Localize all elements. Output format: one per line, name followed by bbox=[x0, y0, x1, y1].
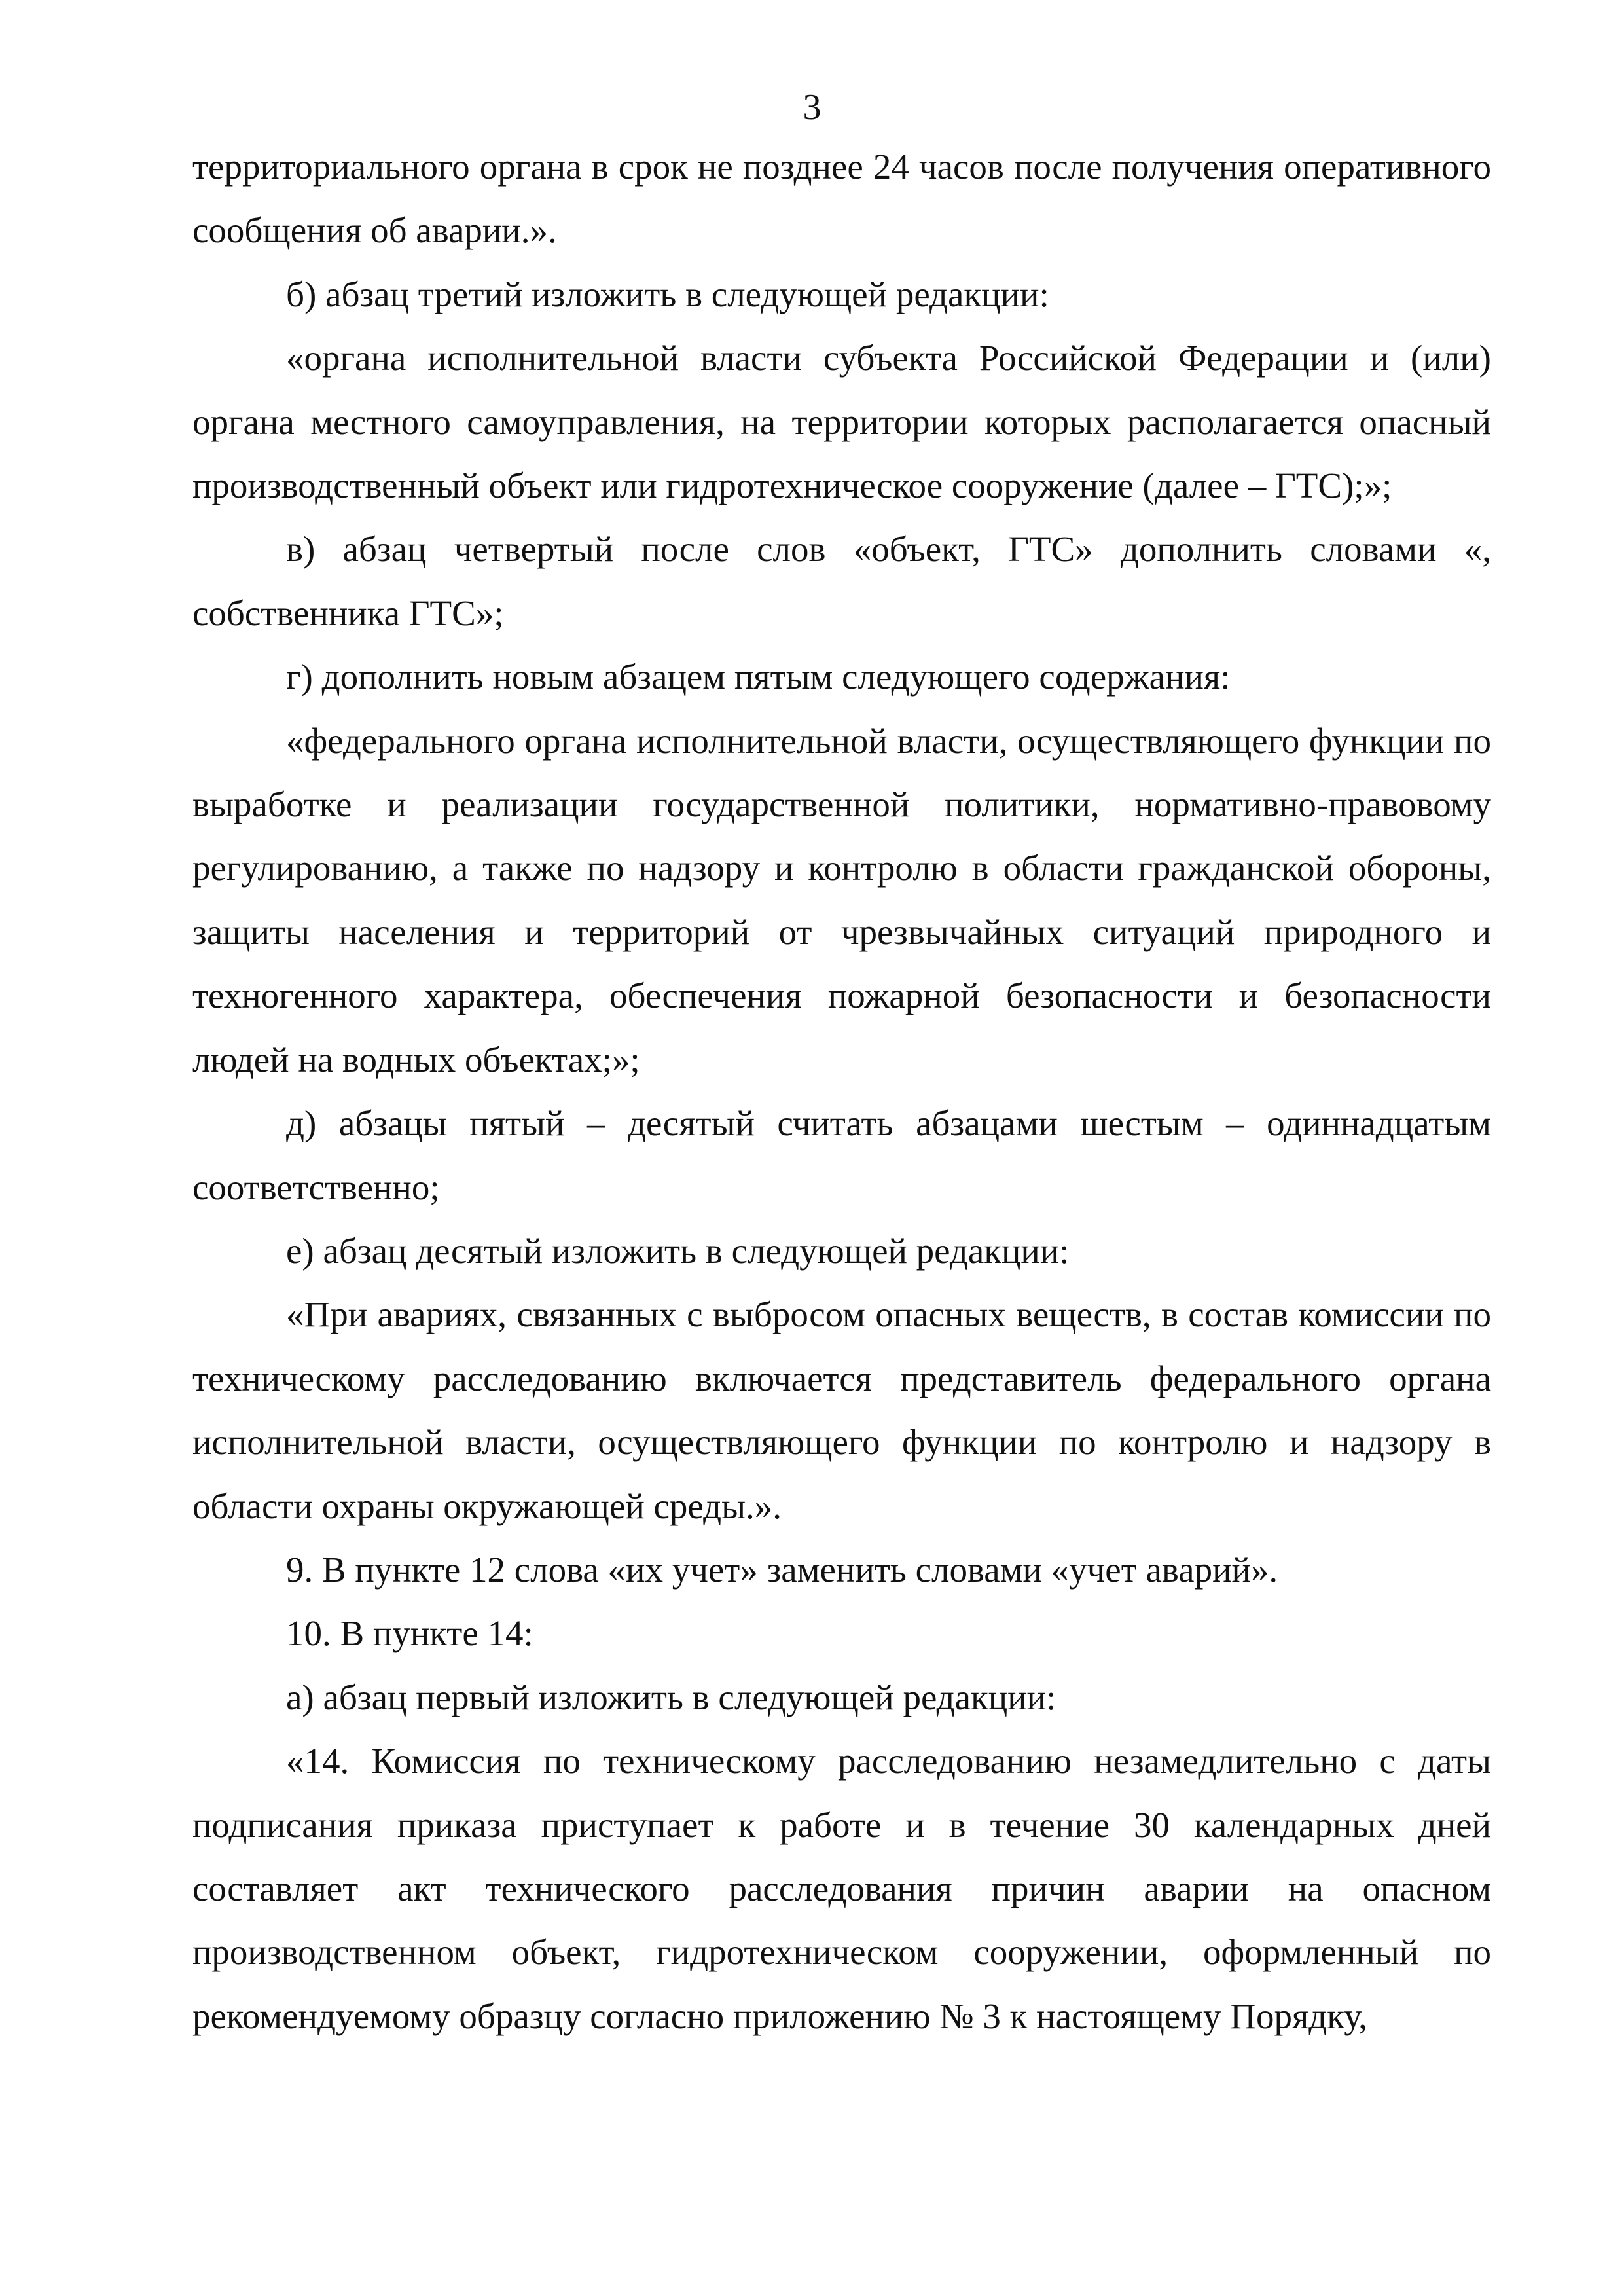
paragraph-g: г) дополнить новым абзацем пятым следующего содержания: bbox=[286, 657, 1231, 697]
paragraph-b-quote: «органа исполнительной власти субъекта Российской Федерации и (или) органа местного самоуправления, на территории которых располагается опасный производственный объект или гидротехническое сооружение (далее – ГТС);»; bbox=[192, 338, 1491, 506]
paragraph-item-14-quote: «14. Комиссия по техническому расследованию незамедлительно с даты подписания приказа приступает к работе и в течение 30 календарных дней составляет акт технического расследования причин аварии на опасном производственном объект, гидротехническом сооружении, оформленный по рекомендуемому образцу согласно приложению № 3 к настоящему Порядку, bbox=[192, 1741, 1491, 2036]
document-body bbox=[192, 135, 1491, 2048]
paragraph-v: в) абзац четвертый после слов «объект, ГТС» дополнить словами «, собственника ГТС»; bbox=[192, 529, 1491, 633]
paragraph-item-10: 10. В пункте 14: bbox=[286, 1613, 533, 1654]
paragraph-g-quote: «федерального органа исполнительной власти, осуществляющего функции по выработке и реализации государственной политики, нормативно-правовому регулированию, а также по надзору и контролю в области гражданской обороны, защиты населения и территорий от чрезвычайных ситуаций природного и техногенного характера, обеспечения пожарной безопасности и безопасности людей на водных объектах;»; bbox=[192, 720, 1491, 1080]
paragraph-continuation: территориального органа в срок не позднее 24 часов после получения оперативного сообщения об аварии.». bbox=[192, 147, 1491, 251]
paragraph-e-quote: «При авариях, связанных с выбросом опасных веществ, в состав комиссии по техническому расследованию включается представитель федерального органа исполнительной власти, осуществляющего функции по контролю и надзору в области охраны окружающей среды.». bbox=[192, 1294, 1491, 1526]
paragraph-d: д) абзацы пятый – десятый считать абзацами шестым – одиннадцатым соответственно; bbox=[192, 1103, 1491, 1207]
page-number: 3 bbox=[803, 87, 821, 128]
paragraph-b: б) абзац третий изложить в следующей редакции: bbox=[286, 274, 1049, 314]
paragraph-e: е) абзац десятый изложить в следующей редакции: bbox=[286, 1230, 1070, 1271]
paragraph-item-10-a: а) абзац первый изложить в следующей редакции: bbox=[286, 1677, 1056, 1717]
paragraph-item-9: 9. В пункте 12 слова «их учет» заменить словами «учет аварий». bbox=[286, 1549, 1278, 1590]
